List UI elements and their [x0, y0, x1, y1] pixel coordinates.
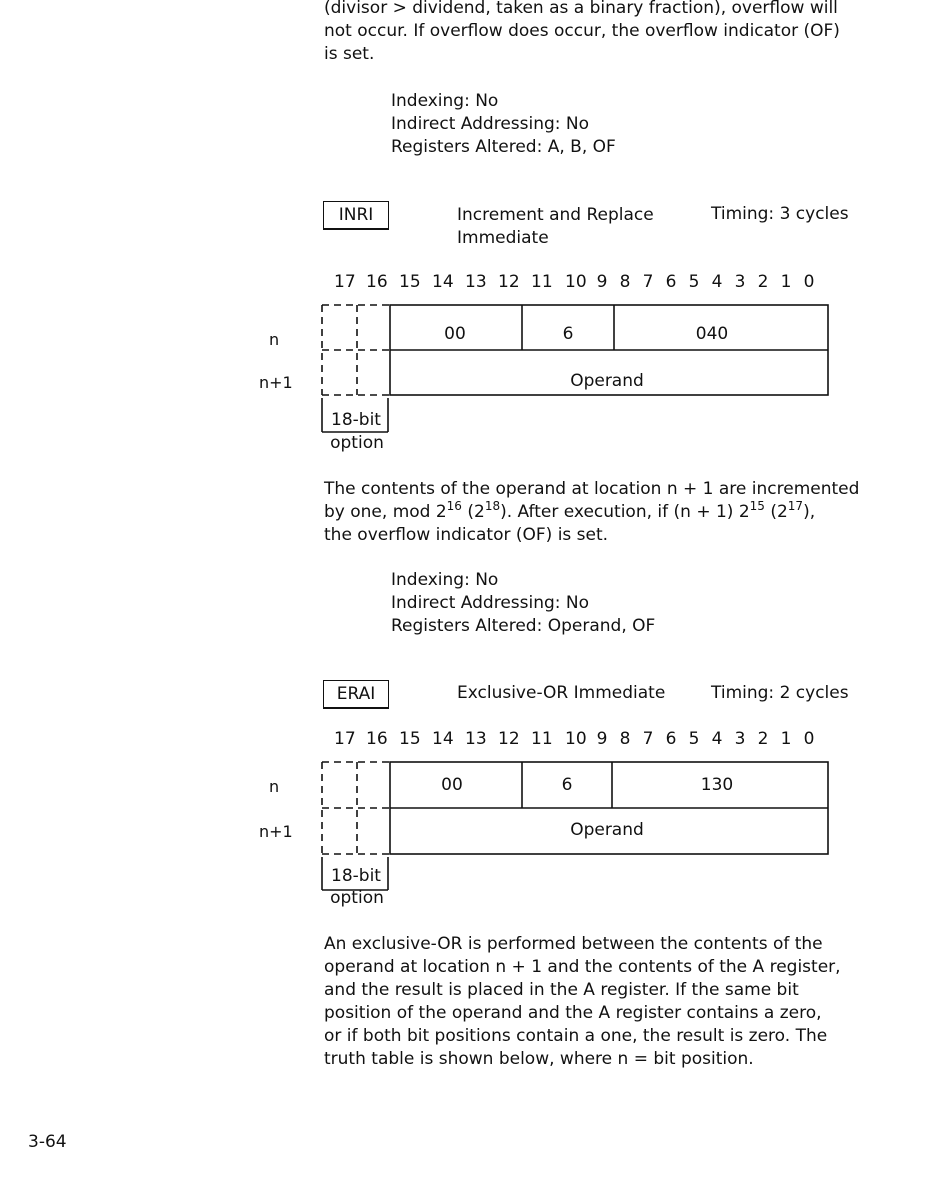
inri-row-n1-label: n+1	[259, 373, 293, 392]
erai-field-code: 130	[700, 775, 734, 795]
indexing-attr: Indexing: No	[391, 570, 499, 590]
inri-field-code: 040	[695, 324, 729, 344]
erai-description	[324, 933, 884, 1071]
bit-number: 5	[688, 272, 700, 292]
intro-line: not occur. If overflow does occur, the overflow indicator (OF)	[324, 21, 840, 41]
desc-text: ). After execution, if (n + 1) 2	[500, 502, 750, 522]
desc-text: (2	[764, 502, 788, 522]
inri-timing: Timing: 3 cycles	[711, 204, 849, 224]
bit-number: 2	[757, 729, 769, 749]
bit-number: 15	[399, 729, 421, 749]
bit-number: 15	[399, 272, 421, 292]
bit-number: 1	[780, 272, 792, 292]
erai-row-n1-label: n+1	[259, 822, 293, 841]
desc-line: An exclusive-OR is performed between the contents of the	[324, 934, 823, 954]
indirect-attr: Indirect Addressing: No	[391, 114, 590, 134]
desc-line: the overflow indicator (OF) is set.	[324, 525, 609, 545]
erai-row-n-label: n	[269, 777, 280, 796]
bit-number: 13	[465, 272, 487, 292]
bit-number: 12	[498, 272, 520, 292]
erai-option-label: option	[330, 888, 384, 908]
bit-number: 1	[780, 729, 792, 749]
erai-operand: Operand	[570, 820, 644, 840]
inri-mnemonic: INRI	[338, 205, 374, 225]
bit-number: 10	[565, 729, 587, 749]
bit-number: 9	[596, 272, 608, 292]
bit-number: 2	[757, 272, 769, 292]
inri-operand: Operand	[570, 371, 644, 391]
desc-text: ),	[803, 502, 816, 522]
registers-attr: Registers Altered: Operand, OF	[391, 616, 656, 636]
bit-number: 14	[432, 729, 454, 749]
bit-number: 7	[642, 729, 654, 749]
bit-number: 8	[619, 272, 631, 292]
erai-field-opcode-group: 00	[441, 775, 463, 795]
bit-number: 6	[665, 272, 677, 292]
desc-superscript: 17	[787, 499, 804, 513]
indirect-attr: Indirect Addressing: No	[391, 593, 590, 613]
desc-line: position of the operand and the A register contains a zero,	[324, 1003, 822, 1023]
desc-text: by one, mod 2	[324, 502, 447, 522]
bit-number: 12	[498, 729, 520, 749]
bit-number: 11	[531, 729, 553, 749]
bit-number: 7	[642, 272, 654, 292]
inri-title-line1: Increment and Replace	[457, 205, 654, 225]
erai-mnemonic: ERAI	[336, 684, 376, 704]
bit-number: 5	[688, 729, 700, 749]
desc-line: and the result is placed in the A register. If the same bit	[324, 980, 799, 1000]
bit-number: 4	[711, 729, 723, 749]
inri-field-opcode-group: 00	[444, 324, 466, 344]
erai-field-mode: 6	[561, 775, 573, 795]
desc-superscript: 16	[446, 499, 462, 513]
bit-number: 17	[334, 729, 356, 749]
intro-line: is set.	[324, 44, 375, 64]
desc-line: operand at location n + 1 and the contents of the A register,	[324, 957, 841, 977]
desc-line: The contents of the operand at location n + 1 are incremented	[324, 479, 860, 499]
desc-line: truth table is shown below, where n = bit position.	[324, 1049, 754, 1069]
inri-option-box-label: 18-bit	[331, 410, 381, 430]
bit-number: 16	[366, 729, 388, 749]
inri-row-n-label: n	[269, 330, 280, 349]
bit-number: 8	[619, 729, 631, 749]
desc-superscript: 15	[749, 499, 765, 513]
bit-number: 13	[465, 729, 487, 749]
desc-line: or if both bit positions contain a one, the result is zero. The	[324, 1026, 828, 1046]
erai-option-box-label: 18-bit	[331, 866, 381, 886]
erai-timing: Timing: 2 cycles	[711, 683, 849, 703]
erai-title: Exclusive-OR Immediate	[457, 683, 666, 703]
bit-number: 9	[596, 729, 608, 749]
bit-number: 3	[734, 729, 746, 749]
page-number: 3-64	[28, 1132, 67, 1152]
inri-title-line2: Immediate	[457, 228, 549, 248]
intro-line: (divisor > dividend, taken as a binary fraction), overflow will	[324, 0, 838, 18]
bit-number: 14	[432, 272, 454, 292]
registers-attr: Registers Altered: A, B, OF	[391, 137, 616, 157]
indexing-attr: Indexing: No	[391, 91, 499, 111]
bit-number: 16	[366, 272, 388, 292]
bit-number: 0	[803, 729, 815, 749]
bit-number: 17	[334, 272, 356, 292]
bit-number: 4	[711, 272, 723, 292]
bit-number: 11	[531, 272, 553, 292]
bit-number: 3	[734, 272, 746, 292]
inri-option-label: option	[330, 433, 384, 453]
bit-number: 6	[665, 729, 677, 749]
desc-superscript: 18	[484, 499, 501, 513]
bit-number: 0	[803, 272, 815, 292]
desc-text: (2	[461, 502, 485, 522]
bit-number: 10	[565, 272, 587, 292]
inri-field-mode: 6	[562, 324, 574, 344]
